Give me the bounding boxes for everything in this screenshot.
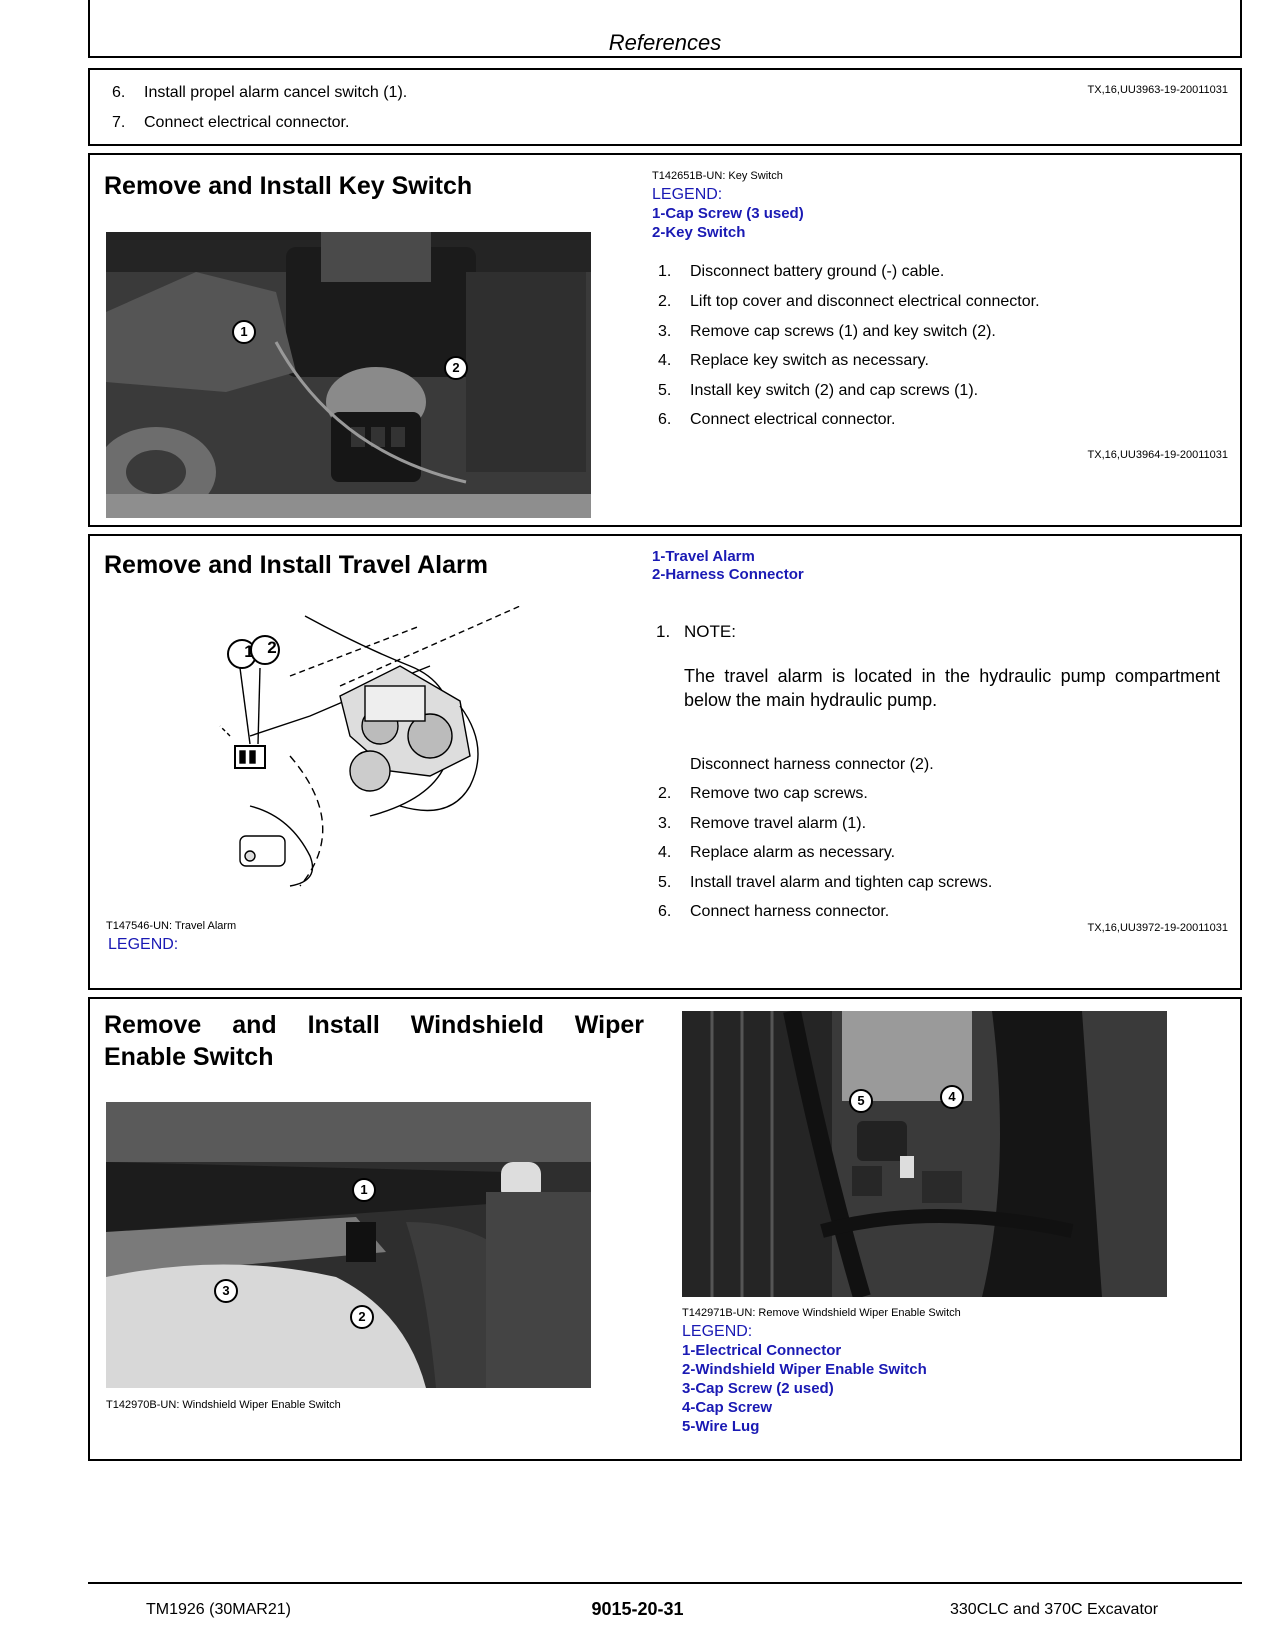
footer-model: 330CLC and 370C Excavator bbox=[950, 1601, 1159, 1618]
figure-caption: T142651B-UN: Key Switch bbox=[652, 170, 783, 182]
section-title-line2: Enable Switch bbox=[104, 1043, 274, 1071]
callout-1: 1 bbox=[232, 320, 256, 344]
note-text: The travel alarm is located in the hydraulic pump compartment below the main hydraulic pump. bbox=[684, 666, 1220, 710]
wiper-removal-illustration bbox=[682, 1011, 1167, 1297]
legend-item: 2-Harness Connector bbox=[652, 566, 804, 583]
wiper-switch-illustration bbox=[106, 1102, 591, 1388]
step: 3. Remove cap screws (1) and key switch (2). bbox=[658, 323, 996, 340]
legend-item: 5-Wire Lug bbox=[682, 1418, 760, 1435]
carryover-step: 6. Install propel alarm cancel switch (1). bbox=[112, 84, 408, 101]
travel-alarm-diagram bbox=[130, 606, 610, 896]
footer-manual-id: TM1926 (30MAR21) bbox=[146, 1601, 291, 1618]
carryover-section bbox=[88, 68, 1242, 146]
callout-1: 1 bbox=[352, 1178, 376, 1202]
travel-alarm-section bbox=[88, 534, 1242, 990]
callout-4: 4 bbox=[940, 1085, 964, 1109]
wiper-removal-photo bbox=[682, 1011, 1167, 1297]
callout-1: 1 bbox=[244, 642, 254, 661]
step: 6. Connect harness connector. bbox=[658, 903, 890, 920]
legend-item: 1-Cap Screw (3 used) bbox=[652, 205, 804, 222]
legend-item: 1-Electrical Connector bbox=[682, 1342, 842, 1359]
figure-caption: T147546-UN: Travel Alarm bbox=[106, 920, 237, 932]
header-title: References bbox=[608, 30, 722, 55]
callout-2: 2 bbox=[267, 638, 277, 657]
step: 2. Remove two cap screws. bbox=[658, 785, 868, 802]
footer-page-number: 9015-20-31 bbox=[591, 1599, 684, 1619]
figure-caption: T142971B-UN: Remove Windshield Wiper Enable Switch bbox=[682, 1307, 961, 1319]
legend-item: 4-Cap Screw bbox=[682, 1399, 773, 1416]
page-header bbox=[88, 0, 1242, 58]
legend-item: 2-Key Switch bbox=[652, 224, 746, 241]
step: 5. Install travel alarm and tighten cap screws. bbox=[658, 874, 993, 891]
reference-code: TX,16,UU3964-19-20011031 bbox=[1087, 449, 1228, 461]
step: 2. Lift top cover and disconnect electrical connector. bbox=[658, 293, 1040, 310]
legend-item: 1-Travel Alarm bbox=[652, 548, 755, 565]
carryover-step: 7. Connect electrical connector. bbox=[112, 114, 350, 131]
key-switch-section bbox=[88, 153, 1242, 527]
step: 5. Install key switch (2) and cap screws (1). bbox=[658, 382, 979, 399]
callout-2: 2 bbox=[350, 1305, 374, 1329]
reference-code: TX,16,UU3972-19-20011031 bbox=[1087, 922, 1228, 934]
step: 4. Replace key switch as necessary. bbox=[658, 352, 929, 369]
key-switch-illustration bbox=[106, 232, 591, 518]
legend-title: LEGEND: bbox=[682, 1323, 753, 1340]
section-title: Remove and Install Travel Alarm bbox=[104, 551, 488, 579]
wiper-switch-section bbox=[88, 997, 1242, 1461]
reference-code: TX,16,UU3963-19-20011031 bbox=[1087, 84, 1228, 96]
legend-item: 2-Windshield Wiper Enable Switch bbox=[682, 1361, 927, 1378]
section-title-line1: Remove and Install Windshield Wiper bbox=[104, 1011, 644, 1039]
section-title: Remove and Install Key Switch bbox=[104, 172, 473, 200]
wiper-switch-photo bbox=[106, 1102, 591, 1388]
footer-divider bbox=[88, 1582, 1242, 1584]
step: 4. Replace alarm as necessary. bbox=[658, 844, 896, 861]
callout-5: 5 bbox=[849, 1089, 873, 1113]
callout-2: 2 bbox=[444, 356, 468, 380]
callout-3: 3 bbox=[214, 1279, 238, 1303]
step: 6. Connect electrical connector. bbox=[658, 411, 896, 428]
note-heading: 1. NOTE: bbox=[656, 622, 736, 641]
figure-caption: T142970B-UN: Windshield Wiper Enable Switch bbox=[106, 1399, 341, 1411]
key-switch-photo bbox=[106, 232, 591, 518]
step: 1. Disconnect battery ground (-) cable. bbox=[658, 263, 945, 280]
legend-title: LEGEND: bbox=[652, 186, 723, 203]
step: Disconnect harness connector (2). bbox=[690, 756, 934, 773]
legend-item: 3-Cap Screw (2 used) bbox=[682, 1380, 834, 1397]
legend-title: LEGEND: bbox=[108, 936, 179, 953]
step: 3. Remove travel alarm (1). bbox=[658, 815, 867, 832]
